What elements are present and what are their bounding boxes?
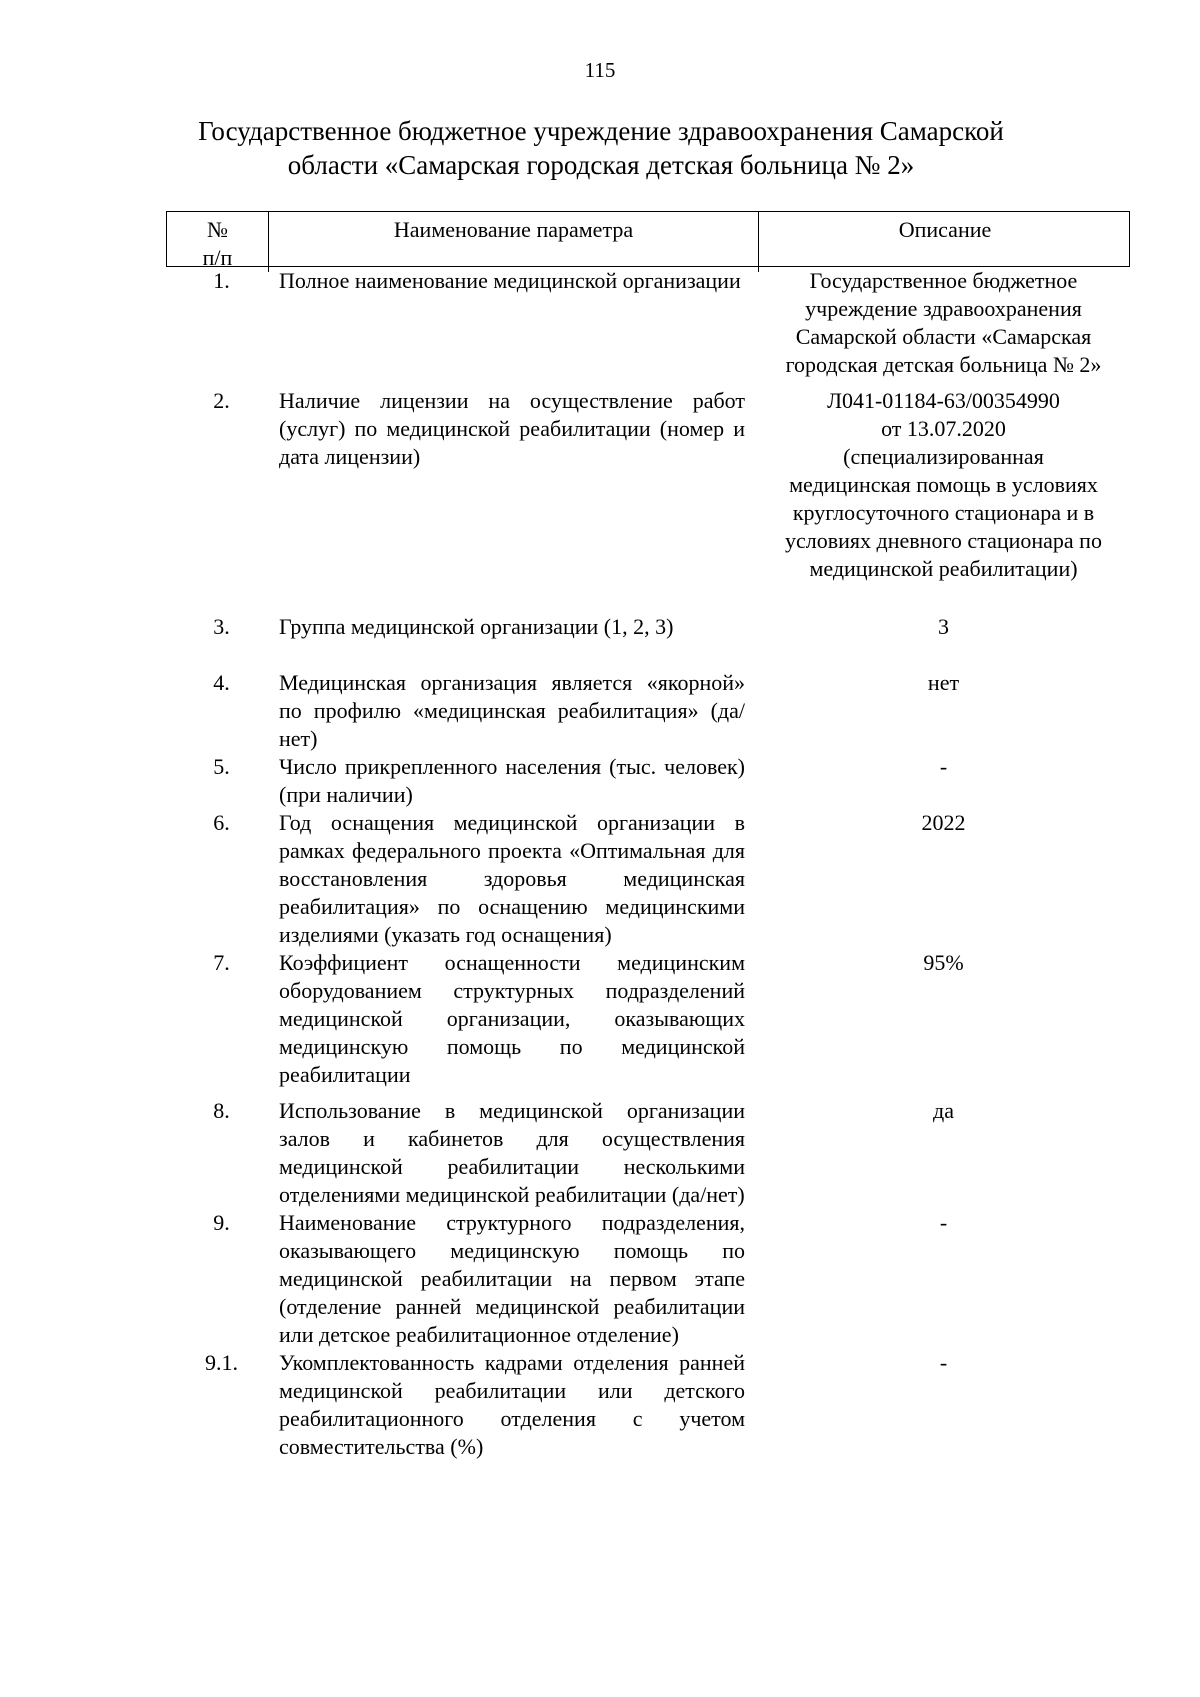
table-row xyxy=(166,669,1130,753)
row-parameter: Число прикрепленного населения (тыс. человек) (при наличии) xyxy=(279,754,745,807)
row-number: 3. xyxy=(213,614,230,639)
row-parameter: Полное наименование медицинской организации xyxy=(279,268,741,293)
row-parameter: Использование в медицинской организации залов и кабинетов для осуществления медицинской реабилитации несколькими отделениями медицинской реабилитации (да/нет) xyxy=(279,1098,745,1207)
row-parameter: Коэффициент оснащенности медицинским оборудованием структурных подразделений медицинской организации, оказывающих медицинскую помощь по медицинской реабилитации xyxy=(279,950,745,1087)
table-row xyxy=(166,949,1130,1089)
row-number: 8. xyxy=(213,1098,230,1123)
table-row xyxy=(166,1097,1130,1209)
desc-line: Самарской области «Самарская xyxy=(795,324,1092,349)
row-number: 7. xyxy=(213,950,230,975)
desc-line: (специализированная xyxy=(843,444,1044,469)
table-row xyxy=(166,809,1130,949)
row-number: 9. xyxy=(213,1210,230,1235)
document-title xyxy=(150,114,1052,182)
header-num-line-1: № xyxy=(207,217,228,242)
desc-line: - xyxy=(939,1210,948,1235)
desc-line: от 13.07.2020 xyxy=(881,416,1006,441)
row-description xyxy=(757,1349,1130,1461)
row-description xyxy=(757,809,1130,949)
row-parameter: Наличие лицензии на осуществление работ (услуг) по медицинской реабилитации (номер и дата лицензии) xyxy=(279,388,745,469)
title-line-1: Государственное бюджетное учреждение здравоохранения Самарской xyxy=(198,116,1004,146)
row-parameter: Группа медицинской организации (1, 2, 3) xyxy=(279,614,674,639)
row-description xyxy=(757,949,1130,1089)
header-num-line-2: п/п xyxy=(202,245,233,270)
row-parameter: Год оснащения медицинской организации в рамках федерального проекта «Оптимальная для восстановления здоровья медицинская реабилитация» по оснащению медицинскими изделиями (указать год оснащения) xyxy=(279,810,745,947)
desc-line: условиях дневного стационара по xyxy=(785,528,1102,553)
row-number: 6. xyxy=(213,810,230,835)
page-number: 115 xyxy=(584,58,616,82)
desc-line: медицинской реабилитации) xyxy=(809,556,1078,581)
row-description xyxy=(757,1209,1130,1349)
header-desc: Описание xyxy=(758,212,1131,272)
row-parameter: Наименование структурного подразделения, оказывающего медицинскую помощь по медицинской реабилитации на первом этапе (отделение ранней медицинской реабилитации или детское реабилитационное отделение) xyxy=(279,1210,745,1347)
title-line-2: области «Самарская городская детская больница № 2» xyxy=(287,150,915,180)
table-row xyxy=(166,387,1130,583)
desc-line: 3 xyxy=(938,614,949,639)
row-description xyxy=(757,1097,1130,1209)
row-number: 5. xyxy=(213,754,230,779)
desc-line: да xyxy=(933,1098,954,1123)
row-number: 1. xyxy=(213,268,230,293)
desc-line: городская детская больница № 2» xyxy=(785,352,1102,377)
desc-line: Государственное бюджетное xyxy=(809,268,1078,293)
header-param: Наименование параметра xyxy=(268,212,758,272)
row-number: 4. xyxy=(213,670,230,695)
row-description xyxy=(757,267,1130,379)
desc-line: нет xyxy=(927,670,960,695)
table-row xyxy=(166,267,1130,379)
row-description xyxy=(757,613,1130,641)
desc-line: круглосуточного стационара и в xyxy=(792,500,1095,525)
row-parameter: Медицинская организация является «якорной» по профилю «медицинская реабилитация» (да/нет) xyxy=(279,670,745,751)
desc-line: 2022 xyxy=(921,810,966,835)
row-number: 9.1. xyxy=(205,1350,238,1375)
table-row xyxy=(166,1209,1130,1349)
table-header xyxy=(166,211,1130,270)
header-num xyxy=(167,212,268,272)
row-parameter: Укомплектованность кадрами отделения ранней медицинской реабилитации или детского реабилитационного отделения с учетом совместительства (%) xyxy=(279,1350,745,1459)
row-description xyxy=(757,753,1130,809)
table-row xyxy=(166,613,1130,641)
desc-line: медицинская помощь в условиях xyxy=(789,472,1098,497)
row-number: 2. xyxy=(213,388,230,413)
table-row xyxy=(166,1349,1130,1461)
row-description xyxy=(757,669,1130,753)
desc-line: - xyxy=(939,1350,948,1375)
desc-line: 95% xyxy=(923,950,964,975)
parameters-table xyxy=(166,211,1130,1461)
desc-line: учреждение здравоохранения xyxy=(805,296,1082,321)
desc-line: Л041-01184-63/00354990 xyxy=(827,388,1060,413)
row-description xyxy=(757,387,1130,583)
table-row xyxy=(166,753,1130,809)
desc-line: - xyxy=(939,754,948,779)
